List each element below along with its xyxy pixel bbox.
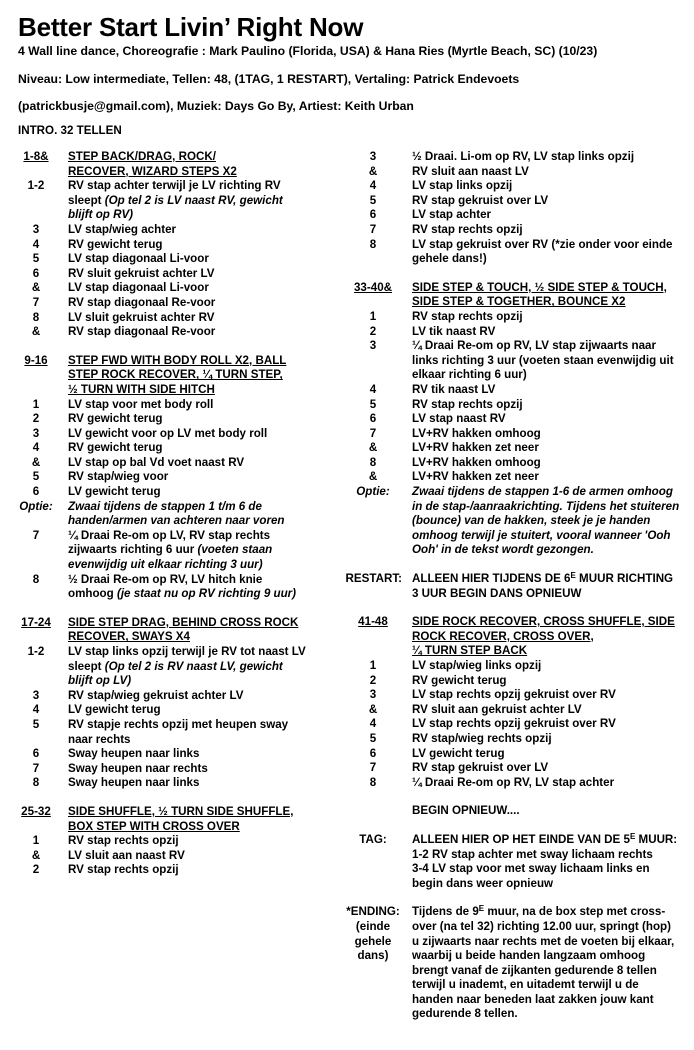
count: 5	[369, 193, 377, 207]
step-text: RV stap rechts opzij	[412, 222, 523, 236]
ending-text: muur, na de box step met cross-	[484, 905, 666, 919]
count: 8	[32, 572, 40, 586]
count: &	[31, 848, 41, 862]
count: 3	[32, 426, 40, 440]
step-row	[14, 427, 344, 442]
step-row	[344, 761, 689, 776]
section-title: STEP BACK/DRAG, ROCK/	[68, 150, 216, 163]
count: &	[368, 702, 378, 716]
count: 7	[369, 761, 377, 775]
step-text: Sway heupen naar links	[68, 776, 200, 790]
step-text: LV stap gekruist over RV (*zie onder voor einde	[412, 237, 673, 251]
count: 8	[369, 775, 377, 789]
count: &	[368, 470, 378, 484]
count: 6	[32, 266, 40, 280]
step-row	[14, 834, 344, 849]
count: 4	[32, 441, 40, 455]
step-row	[344, 165, 689, 180]
count: 7	[369, 426, 377, 440]
step-text: RV sluit gekruist achter LV	[68, 266, 215, 280]
step-text: RV stap/wieg voor	[68, 470, 169, 484]
step-note: blijft op LV)	[68, 674, 132, 688]
tag-label: TAG:	[359, 832, 387, 846]
step-text: RV sluit aan gekruist achter LV	[412, 702, 582, 716]
count: 1	[369, 309, 377, 323]
step-text: RV stap/wieg rechts opzij	[412, 731, 552, 745]
step-row	[14, 296, 344, 311]
step-row	[14, 470, 344, 485]
header-line-3: (patrickbusje@gmail.com), Muziek: Days Go By, Artiest: Keith Urban	[18, 99, 414, 113]
step-text: RV gewicht terug	[68, 412, 163, 426]
step-text: LV+RV hakken zet neer	[412, 470, 539, 484]
step-note: evenwijdig uit elkaar richting 3 uur)	[68, 558, 263, 572]
step-text: LV gewicht voor op LV met body roll	[68, 426, 268, 440]
option-text: handen/armen van achteren naar voren	[68, 514, 285, 528]
count: 7	[32, 295, 40, 309]
step-text: RV stap diagonaal Re-voor	[68, 295, 216, 309]
step-row	[344, 456, 689, 471]
section-title: BOX STEP WITH CROSS OVER	[68, 819, 240, 833]
step-row	[344, 412, 689, 427]
ending-sup: E	[478, 904, 485, 914]
step-row	[14, 179, 344, 194]
step-text: LV sluit gekruist achter RV	[68, 310, 215, 324]
step-row	[344, 179, 689, 194]
begin-again-text: BEGIN OPNIEUW....	[412, 804, 520, 818]
step-row	[344, 470, 689, 485]
step-row	[344, 238, 689, 253]
count: 7	[32, 528, 40, 542]
count: &	[368, 164, 378, 178]
count: 3	[369, 688, 377, 702]
step-text: LV stap links opzij terwijl je RV tot naast LV	[68, 645, 306, 658]
step-note: (je staat nu op RV richting 9 uur)	[116, 587, 297, 601]
count: 5	[32, 252, 40, 266]
step-row	[14, 776, 344, 791]
section-count: 17-24	[21, 615, 51, 629]
step-row	[344, 383, 689, 398]
step-row	[14, 863, 344, 878]
section-header	[14, 354, 344, 369]
step-row	[14, 849, 344, 864]
section-title: SIDE SHUFFLE, ½ TURN SIDE SHUFFLE,	[68, 804, 294, 818]
count: 5	[369, 397, 377, 411]
section-title: RECOVER, WIZARD STEPS X2	[68, 164, 237, 178]
step-row	[344, 325, 689, 340]
step-text: RV stap achter terwijl je LV richting RV	[68, 179, 281, 193]
option-text: omhoog terwijl je stuitert, vooral wanneer 'Ooh	[412, 528, 671, 542]
tag-text: MUUR:	[635, 832, 678, 846]
count: &	[31, 455, 41, 469]
section-title: SIDE STEP DRAG, BEHIND CROSS ROCK	[68, 615, 299, 629]
ending-label: (einde	[355, 919, 391, 933]
step-text: links richting 3 uur (voeten staan evenwijdig uit	[412, 353, 674, 367]
step-row	[14, 703, 344, 718]
step-text: RV stap gekruist over LV	[412, 193, 549, 207]
count: 6	[369, 746, 377, 760]
step-row	[344, 659, 689, 674]
step-text: Sway heupen naar rechts	[68, 761, 208, 775]
step-text: ½ Draai. Li-om op RV, LV stap links opzij	[412, 150, 635, 163]
step-note: (Op tel 2 is RV naast LV, gewicht	[104, 659, 283, 673]
count: 2	[32, 863, 40, 877]
step-row	[14, 529, 344, 544]
option-text: Ooh' in de tekst wordt gezongen.	[412, 543, 594, 557]
ending-label: *ENDING:	[346, 905, 400, 919]
step-text: RV stap rechts opzij	[68, 863, 179, 877]
count: 7	[32, 761, 40, 775]
count: 8	[32, 310, 40, 324]
ending-text: u zijwaarts naar rechts met de voeten bij elkaar,	[412, 934, 675, 948]
count: 6	[369, 208, 377, 222]
header-line-1: 4 Wall line dance, Choreografie : Mark Paulino (Florida, USA) & Hana Ries (Myrtle Beach, SC) (10/23)	[18, 44, 598, 58]
count: 3	[369, 150, 377, 163]
step-row	[344, 339, 689, 354]
step-row	[14, 718, 344, 733]
ending-text: gedurende 8 tellen.	[412, 1007, 518, 1021]
count: 5	[32, 717, 40, 731]
section-title: RECOVER, SWAYS X4	[68, 630, 190, 644]
step-text: LV stap/wieg achter	[68, 222, 177, 236]
section-title: ROCK RECOVER, CROSS OVER,	[412, 629, 594, 643]
step-row	[344, 703, 689, 718]
step-text: LV stap/wieg links opzij	[412, 659, 542, 672]
step-text: LV gewicht terug	[412, 746, 505, 760]
count: 7	[369, 222, 377, 236]
step-text: RV stap diagonaal Re-voor	[68, 325, 216, 339]
step-row	[14, 281, 344, 296]
step-row	[14, 311, 344, 326]
section-count: 1-8&	[23, 150, 49, 163]
section-title: STEP ROCK RECOVER, ¼ TURN STEP,	[68, 368, 283, 382]
count: 4	[32, 703, 40, 717]
restart-note	[344, 572, 689, 587]
section-title: SIDE STEP & TOGETHER, BOUNCE X2	[412, 295, 626, 309]
count: 5	[369, 731, 377, 745]
ending-text: brengt vanaf de zijkanten gedurende 8 tellen	[412, 963, 657, 977]
step-text: LV+RV hakken omhoog	[412, 455, 541, 469]
count: 8	[369, 455, 377, 469]
tag-text: 1-2 RV stap achter met sway lichaam rechts	[412, 847, 653, 861]
step-text: LV gewicht terug	[68, 485, 161, 499]
option-text: Zwaai tijdens de stappen 1 t/m 6 de	[68, 499, 262, 513]
count: &	[31, 325, 41, 339]
restart-text: ALLEEN HIER TIJDENS DE 6	[412, 572, 571, 586]
step-text: gehele dans!)	[412, 252, 487, 266]
step-row	[344, 194, 689, 209]
section-title: ¼ TURN STEP BACK	[412, 644, 528, 658]
step-row	[14, 573, 344, 588]
step-row	[344, 688, 689, 703]
step-note: (voeten staan	[197, 543, 273, 557]
count: 2	[369, 324, 377, 338]
count: 5	[32, 470, 40, 484]
step-text: LV+RV hakken zet neer	[412, 441, 539, 455]
ending-text: terwijl u inademt, en uitademt terwijl u de	[412, 978, 639, 992]
step-text: ½ Draai Re-om op RV, LV hitch knie	[68, 572, 263, 586]
step-row	[344, 223, 689, 238]
restart-label: RESTART:	[345, 572, 402, 586]
section-title: STEP FWD WITH BODY ROLL X2, BALL	[68, 353, 287, 367]
tag-text: 3-4 LV stap voor met sway lichaam links en	[412, 862, 650, 876]
step-text: RV gewicht terug	[68, 441, 163, 455]
step-row	[344, 732, 689, 747]
step-text: LV gewicht terug	[68, 703, 161, 717]
count: 2	[32, 412, 40, 426]
step-row	[14, 645, 344, 660]
count: 6	[32, 485, 40, 499]
step-row	[344, 310, 689, 325]
count: 3	[32, 688, 40, 702]
step-row	[14, 689, 344, 704]
step-text: LV stap voor met body roll	[68, 397, 214, 411]
step-row	[14, 398, 344, 413]
step-text: RV sluit aan naast LV	[412, 164, 529, 178]
step-text: LV sluit aan naast RV	[68, 848, 185, 862]
step-text: ¼ Draai Re-om op RV, LV stap zijwaarts naar	[412, 339, 656, 353]
step-row	[14, 325, 344, 340]
step-text: LV stap diagonaal Li-voor	[68, 281, 209, 295]
section-header	[344, 615, 689, 630]
step-row	[344, 427, 689, 442]
step-row	[344, 208, 689, 223]
ending-label: gehele	[354, 934, 392, 948]
ending-text: waarbij u beide handen langzaam omhoog	[412, 949, 646, 963]
step-text: ¼ Draai Re-om op LV, RV stap rechts	[68, 528, 271, 542]
tag-note	[344, 833, 689, 848]
section-title: ½ TURN WITH SIDE HITCH	[68, 382, 215, 396]
step-row	[14, 412, 344, 427]
restart-sup: E	[570, 571, 576, 581]
begin-again	[344, 804, 689, 819]
section-title: SIDE ROCK RECOVER, CROSS SHUFFLE, SIDE	[412, 615, 675, 629]
step-text: ¼ Draai Re-om op RV, LV stap achter	[412, 775, 615, 789]
section-header	[14, 150, 344, 165]
step-text: RV stap rechts opzij	[412, 309, 523, 323]
step-text: LV stap diagonaal Li-voor	[68, 252, 209, 266]
header-line-2: Niveau: Low intermediate, Tellen: 48, (1TAG, 1 RESTART), Vertaling: Patrick Endevoets	[18, 72, 520, 86]
count: 3	[32, 222, 40, 236]
step-text: sleept	[68, 659, 105, 673]
option-text: (bounce) van de hakken, steek je je handen	[412, 514, 651, 528]
option-text: in de stap-/aanraakrichting. Tijdens het stuiteren	[412, 499, 680, 513]
step-row	[344, 441, 689, 456]
step-row	[14, 762, 344, 777]
tag-text: ALLEEN HIER OP HET EINDE VAN DE 5	[412, 832, 630, 846]
step-text: LV stap achter	[412, 208, 492, 222]
count: 1	[32, 397, 40, 411]
section-count: 9-16	[24, 353, 48, 367]
intro-count: INTRO. 32 TELLEN	[18, 124, 122, 137]
step-text: RV stap rechts opzij	[412, 397, 523, 411]
count: 2	[369, 673, 377, 687]
count: 4	[369, 382, 377, 396]
count: 1	[32, 834, 40, 848]
count: 3	[369, 339, 377, 353]
count: 1	[369, 659, 377, 672]
count: 4	[369, 179, 377, 193]
restart-text: MUUR RICHTING	[575, 572, 674, 586]
section-count: 33-40&	[353, 280, 393, 294]
ending-text: Tijdens de 9	[412, 905, 479, 919]
step-text: RV gewicht terug	[412, 673, 507, 687]
count: 1-2	[27, 645, 45, 658]
option-label: Optie:	[19, 499, 53, 513]
step-text: RV stap gekruist over LV	[412, 761, 549, 775]
step-text: Sway heupen naar links	[68, 747, 200, 761]
count: 4	[32, 237, 40, 251]
ending-text: over (na tel 32) richting 12.00 uur, springt (hop)	[412, 919, 671, 933]
step-row	[14, 223, 344, 238]
count: 1-2	[27, 179, 45, 193]
restart-text: 3 UUR BEGIN DANS OPNIEUW	[412, 586, 582, 600]
page-title: Better Start Livin’ Right Now	[18, 12, 364, 42]
section-header	[344, 281, 689, 296]
step-row	[14, 238, 344, 253]
step-text: LV stap rechts opzij gekruist over RV	[412, 717, 616, 731]
tag-sup: E	[629, 831, 636, 841]
step-text: zijwaarts richting 6 uur	[68, 543, 198, 557]
step-text: LV stap op bal Vd voet naast RV	[68, 455, 245, 469]
ending-label: dans)	[357, 949, 389, 963]
section-count: 41-48	[358, 615, 388, 629]
left-column	[14, 150, 344, 878]
step-row	[344, 717, 689, 732]
step-note: blijft op RV)	[68, 208, 134, 222]
step-text: RV tik naast LV	[412, 382, 496, 396]
step-row	[344, 674, 689, 689]
section-count: 25-32	[21, 804, 51, 818]
count: 8	[369, 237, 377, 251]
ending-text: handen naar beneden laat zakken jouw kant	[412, 992, 654, 1006]
step-row	[344, 747, 689, 762]
step-text: RV stap/wieg gekruist achter LV	[68, 688, 244, 702]
step-row	[344, 150, 689, 165]
step-text: LV stap rechts opzij gekruist over RV	[412, 688, 616, 702]
step-text: RV stapje rechts opzij met heupen sway	[68, 717, 289, 731]
option-text: Zwaai tijdens de stappen 1-6 de armen omhoog	[412, 485, 673, 499]
step-note: (Op tel 2 is LV naast RV, gewicht	[104, 193, 283, 207]
step-text: sleept	[68, 193, 105, 207]
step-text: LV tik naast RV	[412, 324, 496, 338]
section-header	[14, 616, 344, 631]
section-header	[14, 805, 344, 820]
option-row	[14, 500, 344, 515]
step-row	[14, 267, 344, 282]
step-text: LV stap naast RV	[412, 412, 506, 426]
step-text: elkaar richting 6 uur)	[412, 368, 527, 382]
count: 6	[32, 747, 40, 761]
step-text: RV gewicht terug	[68, 237, 163, 251]
step-row	[14, 456, 344, 471]
ending-note	[344, 905, 689, 920]
option-row	[344, 485, 689, 500]
step-row	[14, 252, 344, 267]
count: 4	[369, 717, 377, 731]
count: &	[368, 441, 378, 455]
count: 8	[32, 776, 40, 790]
count: 6	[369, 412, 377, 426]
step-text: RV stap rechts opzij	[68, 834, 179, 848]
step-row	[14, 441, 344, 456]
step-text: LV stap links opzij	[412, 179, 513, 193]
step-text: naar rechts	[68, 732, 131, 746]
right-column	[344, 150, 689, 1022]
step-row	[14, 485, 344, 500]
step-text: LV+RV hakken omhoog	[412, 426, 541, 440]
count: &	[31, 281, 41, 295]
section-title: SIDE STEP & TOUCH, ½ SIDE STEP & TOUCH,	[412, 280, 667, 294]
tag-text: begin dans weer opnieuw	[412, 876, 554, 890]
step-row	[14, 747, 344, 762]
step-row	[344, 776, 689, 791]
step-row	[344, 398, 689, 413]
step-text: omhoog	[68, 587, 117, 601]
option-label: Optie:	[356, 485, 390, 499]
